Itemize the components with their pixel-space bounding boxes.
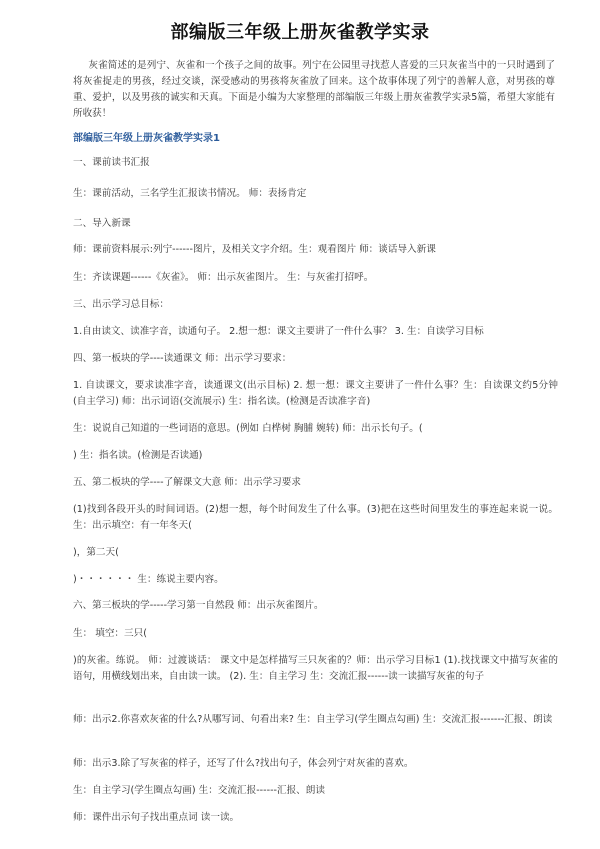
text-line: )，第二天( xyxy=(73,547,119,558)
text-line: 六、第三板块的学-----学习第一自然段 师：出示灰雀图片。 xyxy=(73,600,324,611)
text-line: 师：课件出示句子找出重点词 读一读。 xyxy=(73,812,240,823)
text-line: 1.自由读文、读准字音，读通句子。 2.想一想：课文主要讲了一件什么事？ 3. 生：自读学习目标 xyxy=(73,326,484,337)
text-line: 生：说说自己知道的一些词语的意思。(例如 白桦树 胸脯 婉转) 师：出示长句子。( xyxy=(73,423,423,434)
page-title: 部编版三年级上册灰雀教学实录 xyxy=(170,22,430,43)
text-line: 生：自主学习(学生圈点勾画) 生：交流汇报------汇报、朗读 xyxy=(73,785,325,796)
text-line: 师：出示3.除了写灰雀的样子，还写了什么?找出句子，体会列宁对灰雀的喜欢。 xyxy=(73,758,414,769)
text-line: 一、课前读书汇报 xyxy=(73,157,150,168)
section-subheading: 部编版三年级上册灰雀教学实录1 xyxy=(73,133,220,144)
text-line: 生：课前活动，三名学生汇报读书情况。 师：表扬肯定 xyxy=(73,188,307,199)
text-line: )的灰雀。练说。 师：过渡谈话： 课文中是怎样描写三只灰雀的？师：出示学习目标1 (1).找找课文中描写灰雀的语句，用横线划出来，自由读一读。 (2). 生：自主学习 生：交流汇报------读一读描写灰雀的句子 xyxy=(73,655,558,682)
text-line: 师：课前资料展示:列宁------图片，及相关文字介绍。生：观看图片 师：谈话导入新课 xyxy=(73,244,436,255)
text-line: 二、导入新课 xyxy=(73,218,131,229)
text-line: 五、第二板块的学----了解课文大意 师：出示学习要求 xyxy=(73,477,301,488)
intro-paragraph: 灰雀简述的是列宁、灰雀和一个孩子之间的故事。列宁在公园里寻找惹人喜爱的三只灰雀当中的一只时遇到了将灰雀捉走的男孩，经过交谈，深受感动的男孩将灰雀放了回来。这个故事体现了列宁的善解人意，对男孩的尊重、爱护，以及男孩的诚实和天真。下面是小编为大家整理的部编版三年级上册灰雀教学实录5篇，希望大家能有所收获！ xyxy=(73,60,555,119)
text-line: ) 生：指名读。(检测是否读通) xyxy=(73,450,203,461)
text-line: 师：出示2.你喜欢灰雀的什么?从哪写词、句看出来? 生：自主学习(学生圈点勾画) 生：交流汇报-------汇报、朗读 xyxy=(73,714,553,725)
text-line: 生： 填空：三只( xyxy=(73,628,147,639)
text-line: 四、第一板块的学----读通课文 师：出示学习要求： xyxy=(73,353,292,364)
text-line: (1)找到各段开头的时间词语。(2)想一想，每个时间发生了什么事。(3)把在这些时间里发生的事连起来说一说。生：出示填空：有一年冬天( xyxy=(73,504,558,531)
text-line: 1. 自读课文，要求读准字音，读通课文(出示目标) 2. 想一想：课文主要讲了一件什么事？生：自读课文约5分钟 (自主学习) 师：出示词语(交流展示) 生：指名读。(检测是否读准字音) xyxy=(73,380,558,407)
text-line: )・・・・・・ 生：练说主要内容。 xyxy=(73,574,224,585)
text-line: 三、出示学习总目标： xyxy=(73,299,169,310)
text-line: 生：齐读课题------《灰雀》。 师：出示灰雀图片。 生：与灰雀打招呼。 xyxy=(73,272,374,283)
